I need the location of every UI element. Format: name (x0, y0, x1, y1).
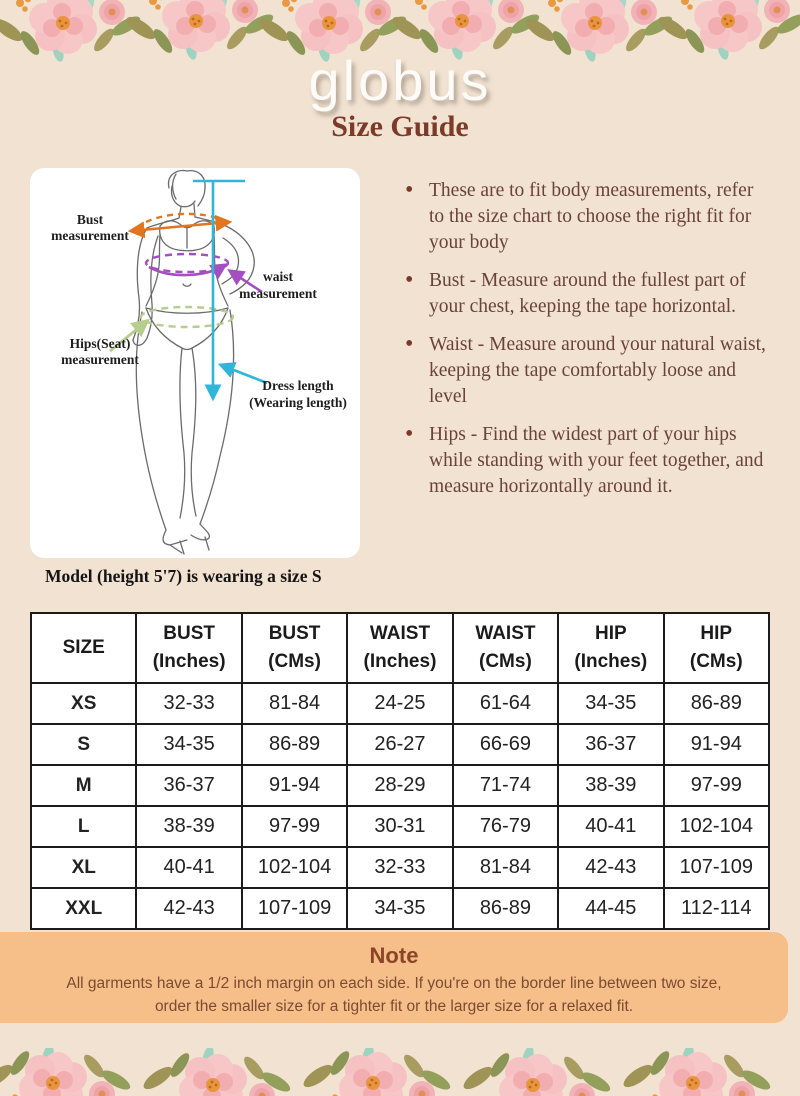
cell: 91-94 (242, 765, 347, 806)
page-title: Size Guide (331, 110, 469, 143)
cell: 34-35 (136, 724, 241, 765)
dress-label-line1: Dress length (262, 378, 334, 393)
cell: 30-31 (347, 806, 452, 847)
cell: 81-84 (242, 683, 347, 724)
cell: 97-99 (664, 765, 769, 806)
cell: 86-89 (242, 724, 347, 765)
brand-logo: globus (308, 49, 492, 112)
bust-label-line2: measurement (51, 228, 129, 243)
instruction-item: • These are to fit body measurements, refer to the size chart to choose the right fit for your body (402, 178, 768, 256)
table-row (31, 765, 769, 806)
cell: 107-109 (664, 847, 769, 888)
instruction-item: • Hips - Find the widest part of your hips while standing with your feet together, and measure horizontally around it. (402, 422, 768, 500)
measurement-diagram (30, 168, 360, 558)
col-header-hip-cms: HIP (CMs) (664, 613, 769, 683)
instruction-list (402, 178, 768, 512)
size-table-header-row (31, 613, 769, 683)
table-row (31, 683, 769, 724)
waist-label-line2: measurement (239, 286, 317, 301)
cell: 40-41 (136, 847, 241, 888)
cell: 44-45 (558, 888, 663, 929)
cell: 36-37 (558, 724, 663, 765)
cell: 42-43 (136, 888, 241, 929)
cell: 97-99 (242, 806, 347, 847)
hips-label-line1: Hips(Seat) (69, 336, 131, 351)
bust-label-line1: Bust (76, 212, 104, 227)
instruction-item: • Waist - Measure around your natural waist, keeping the tape comfortably loose and level (402, 332, 768, 410)
cell: 102-104 (242, 847, 347, 888)
cell: 102-104 (664, 806, 769, 847)
cell: 24-25 (347, 683, 452, 724)
cell: 66-69 (453, 724, 558, 765)
col-header-hip-inches: HIP (Inches) (558, 613, 663, 683)
cell: 34-35 (347, 888, 452, 929)
measurement-diagram-card (30, 168, 360, 558)
table-row (31, 847, 769, 888)
cell: 40-41 (558, 806, 663, 847)
dress-label-line2: (Wearing length) (249, 395, 347, 410)
cell: 71-74 (453, 765, 558, 806)
cell: 81-84 (453, 847, 558, 888)
col-header-waist-cms: WAIST (CMs) (453, 613, 558, 683)
cell: 32-33 (347, 847, 452, 888)
cell: 34-35 (558, 683, 663, 724)
size-label: M (31, 765, 136, 806)
note-section (0, 932, 788, 1023)
size-label: XL (31, 847, 136, 888)
col-header-bust-inches: BUST (Inches) (136, 613, 241, 683)
col-header-waist-inches: WAIST (Inches) (347, 613, 452, 683)
floral-border-bottom-image (0, 1048, 800, 1096)
hips-label-line2: measurement (61, 352, 139, 367)
size-label: XXL (31, 888, 136, 929)
note-title: Note (369, 943, 419, 968)
cell: 86-89 (664, 683, 769, 724)
cell: 36-37 (136, 765, 241, 806)
table-row (31, 806, 769, 847)
size-label: L (31, 806, 136, 847)
size-label: S (31, 724, 136, 765)
cell: 28-29 (347, 765, 452, 806)
cell: 107-109 (242, 888, 347, 929)
cell: 76-79 (453, 806, 558, 847)
cell: 86-89 (453, 888, 558, 929)
cell: 42-43 (558, 847, 663, 888)
instruction-item: • Bust - Measure around the fullest part of your chest, keeping the tape horizontal. (402, 268, 768, 320)
waist-label-line1: waist (263, 269, 293, 284)
cell: 26-27 (347, 724, 452, 765)
cell: 38-39 (136, 806, 241, 847)
size-label: XS (31, 683, 136, 724)
table-row (31, 724, 769, 765)
size-table (30, 612, 770, 930)
model-caption: Model (height 5'7) is wearing a size S (45, 566, 322, 586)
cell: 32-33 (136, 683, 241, 724)
cell: 112-114 (664, 888, 769, 929)
note-body: All garments have a 1/2 inch margin on each side. If you're on the border line between two size, order the smaller size for a tighter fit or the larger size for a relaxed fit. (66, 975, 722, 1016)
col-header-bust-cms: BUST (CMs) (242, 613, 347, 683)
table-row (31, 888, 769, 929)
cell: 91-94 (664, 724, 769, 765)
col-header-size: SIZE (31, 613, 136, 683)
cell: 61-64 (453, 683, 558, 724)
cell: 38-39 (558, 765, 663, 806)
